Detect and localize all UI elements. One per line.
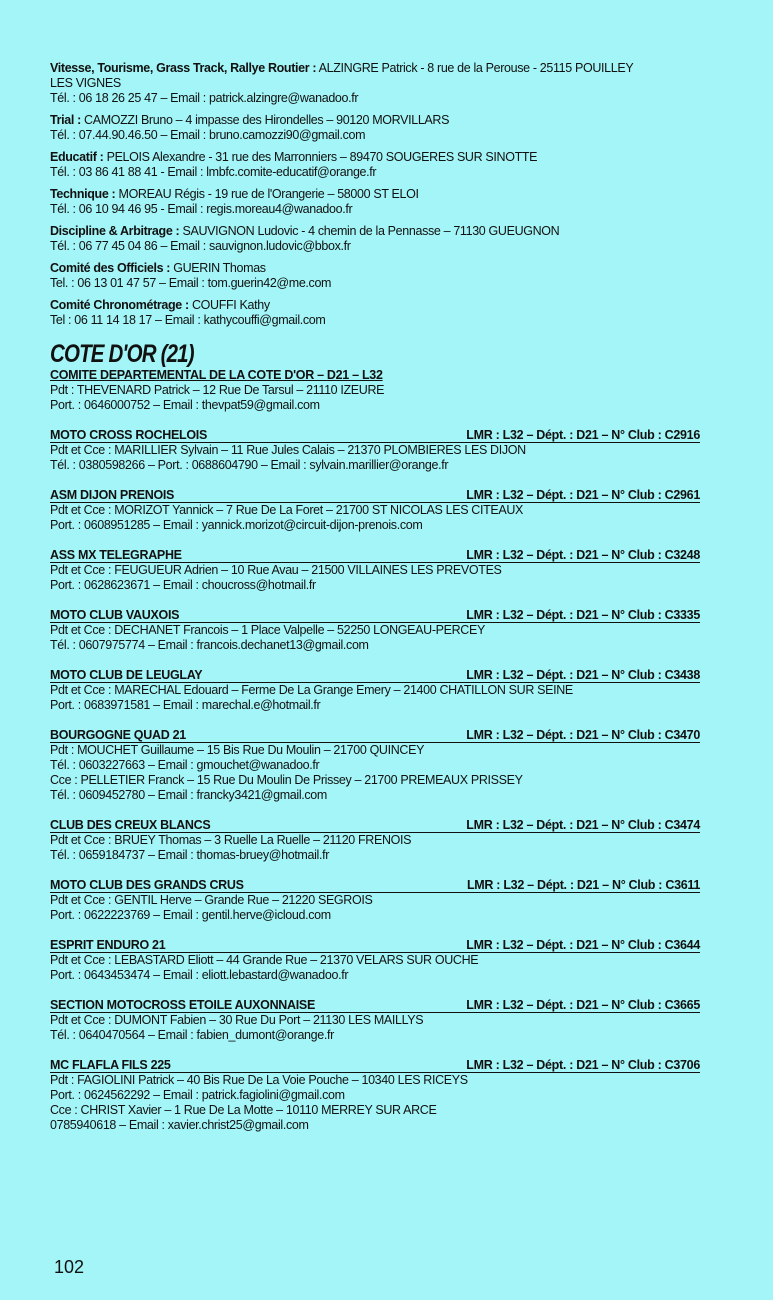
committee-contact: Tél. : 06 10 94 46 95 - Email : regis.moreau4@wanadoo.fr bbox=[50, 202, 353, 216]
content bbox=[50, 61, 700, 1133]
committee-contact: Tél. : 03 86 41 88 41 - Email : lmbfc.comite-educatif@orange.fr bbox=[50, 165, 377, 179]
committee-line bbox=[50, 187, 700, 202]
club-entry bbox=[50, 548, 700, 593]
club-line: 0785940618 – Email : xavier.christ25@gmail.com bbox=[50, 1118, 309, 1132]
club-header bbox=[50, 1058, 700, 1073]
club-line: Pdt et Cce : MARILLIER Sylvain – 11 Rue Jules Calais – 21370 PLOMBIERES LES DIJON bbox=[50, 443, 526, 457]
club-list bbox=[50, 428, 700, 1133]
committee-list bbox=[50, 61, 700, 328]
club-entry bbox=[50, 428, 700, 473]
committee-contact: Tél. : 06 77 45 04 86 – Email : sauvignon.ludovic@bbox.fr bbox=[50, 239, 351, 253]
club-line: Pdt et Cce : DUMONT Fabien – 30 Rue Du Port – 21130 LES MAILLYS bbox=[50, 1013, 424, 1027]
committee-person: GUERIN Thomas bbox=[173, 261, 266, 275]
page-number: 102 bbox=[54, 1257, 85, 1277]
club-name: MOTO CLUB DES GRANDS CRUS bbox=[50, 878, 244, 892]
committee-role: Vitesse, Tourisme, Grass Track, Rallye Routier : bbox=[50, 61, 317, 75]
committee-contact: Tél. : 07.44.90.46.50 – Email : bruno.camozzi90@gmail.com bbox=[50, 128, 366, 142]
club-entry bbox=[50, 668, 700, 713]
club-name: CLUB DES CREUX BLANCS bbox=[50, 818, 211, 832]
club-entry bbox=[50, 938, 700, 983]
committee-line-cont: LES VIGNES bbox=[50, 76, 121, 90]
club-header bbox=[50, 998, 700, 1013]
club-code: LMR : L32 – Dépt. : D21 – N° Club : C3335 bbox=[466, 608, 700, 622]
committee-entry bbox=[50, 261, 700, 291]
committee-entry bbox=[50, 224, 700, 254]
club-name: ASS MX TELEGRAPHE bbox=[50, 548, 182, 562]
club-line: Pdt et Cce : LEBASTARD Eliott – 44 Grande Rue – 21370 VELARS SUR OUCHE bbox=[50, 953, 479, 967]
club-header bbox=[50, 728, 700, 743]
club-header bbox=[50, 818, 700, 833]
club-code: LMR : L32 – Dépt. : D21 – N° Club : C3644 bbox=[466, 938, 700, 952]
committee-line bbox=[50, 298, 700, 313]
club-line: Port. : 0622223769 – Email : gentil.herve@icloud.com bbox=[50, 908, 331, 922]
club-line: Pdt et Cce : MORIZOT Yannick – 7 Rue De La Foret – 21700 ST NICOLAS LES CITEAUX bbox=[50, 503, 524, 517]
committee-person: CAMOZZI Bruno – 4 impasse des Hirondelles – 90120 MORVILLARS bbox=[84, 113, 450, 127]
club-entry bbox=[50, 998, 700, 1043]
club-name: MOTO CLUB VAUXOIS bbox=[50, 608, 180, 622]
club-line: Pdt et Cce : FEUGUEUR Adrien – 10 Rue Avau – 21500 VILLAINES LES PREVOTES bbox=[50, 563, 502, 577]
department-contact: Port. : 0646000752 – Email : thevpat59@gmail.com bbox=[50, 398, 320, 412]
club-code: LMR : L32 – Dépt. : D21 – N° Club : C3470 bbox=[466, 728, 700, 742]
committee-contact: Tél. : 06 18 26 25 47 – Email : patrick.alzingre@wanadoo.fr bbox=[50, 91, 359, 105]
committee-person: COUFFI Kathy bbox=[191, 298, 270, 312]
club-name: MOTO CLUB DE LEUGLAY bbox=[50, 668, 203, 682]
club-line: Tél. : 0603227663 – Email : gmouchet@wanadoo.fr bbox=[50, 758, 320, 772]
club-code: LMR : L32 – Dépt. : D21 – N° Club : C3611 bbox=[466, 878, 700, 892]
committee-role: Comité Chronométrage : bbox=[50, 298, 189, 312]
committee-contact: Tel : 06 11 14 18 17 – Email : kathycouffi@gmail.com bbox=[50, 313, 326, 327]
club-line: Pdt et Cce : GENTIL Herve – Grande Rue – 21220 SEGROIS bbox=[50, 893, 373, 907]
committee-line bbox=[50, 261, 700, 276]
department-president: Pdt : THEVENARD Patrick – 12 Rue De Tarsul – 21110 IZEURE bbox=[50, 383, 385, 397]
committee-person: MOREAU Régis - 19 rue de l'Orangerie – 58000 ST ELOI bbox=[118, 187, 419, 201]
committee-role: Educatif : bbox=[50, 150, 104, 164]
committee-role: Comité des Officiels : bbox=[50, 261, 171, 275]
committee-role: Trial : bbox=[50, 113, 81, 127]
committee-entry bbox=[50, 187, 700, 217]
club-header bbox=[50, 488, 700, 503]
club-header bbox=[50, 608, 700, 623]
club-header bbox=[50, 428, 700, 443]
club-code: LMR : L32 – Dépt. : D21 – N° Club : C3474 bbox=[466, 818, 700, 832]
committee-contact: Tel. : 06 13 01 47 57 – Email : tom.guerin42@me.com bbox=[50, 276, 332, 290]
club-line: Pdt : FAGIOLINI Patrick – 40 Bis Rue De La Voie Pouche – 10340 LES RICEYS bbox=[50, 1073, 468, 1087]
club-line: Cce : CHRIST Xavier – 1 Rue De La Motte – 10110 MERREY SUR ARCE bbox=[50, 1103, 437, 1117]
club-code: LMR : L32 – Dépt. : D21 – N° Club : C3438 bbox=[466, 668, 700, 682]
club-header bbox=[50, 878, 700, 893]
club-line: Cce : PELLETIER Franck – 15 Rue Du Moulin De Prissey – 21700 PREMEAUX PRISSEY bbox=[50, 773, 523, 787]
club-header bbox=[50, 548, 700, 563]
club-entry bbox=[50, 1058, 700, 1133]
club-line: Pdt et Cce : BRUEY Thomas – 3 Ruelle La Ruelle – 21120 FRENOIS bbox=[50, 833, 412, 847]
club-entry bbox=[50, 728, 700, 803]
club-code: LMR : L32 – Dépt. : D21 – N° Club : C3706 bbox=[466, 1058, 700, 1072]
club-line: Port. : 0624562292 – Email : patrick.fagiolini@gmail.com bbox=[50, 1088, 345, 1102]
section-title: COTE D'OR (21) bbox=[50, 340, 194, 368]
committee-entry bbox=[50, 150, 700, 180]
club-line: Tél. : 0659184737 – Email : thomas-bruey@hotmail.fr bbox=[50, 848, 330, 862]
club-entry bbox=[50, 488, 700, 533]
committee-person: ALZINGRE Patrick - 8 rue de la Perouse - 25115 POUILLEY bbox=[318, 61, 634, 75]
committee-line bbox=[50, 61, 700, 76]
committee-role: Discipline & Arbitrage : bbox=[50, 224, 180, 238]
committee-line bbox=[50, 150, 700, 165]
club-name: ESPRIT ENDURO 21 bbox=[50, 938, 166, 952]
club-code: LMR : L32 – Dépt. : D21 – N° Club : C2916 bbox=[466, 428, 700, 442]
committee-role: Technique : bbox=[50, 187, 116, 201]
committee-entry bbox=[50, 298, 700, 328]
club-line: Tél. : 0380598266 – Port. : 0688604790 – Email : sylvain.marillier@orange.fr bbox=[50, 458, 449, 472]
committee-person: PELOIS Alexandre - 31 rue des Marronniers – 89470 SOUGERES SUR SINOTTE bbox=[106, 150, 538, 164]
committee-person: SAUVIGNON Ludovic - 4 chemin de la Pennasse – 71130 GUEUGNON bbox=[182, 224, 560, 238]
department-heading: COMITE DEPARTEMENTAL DE LA COTE D'OR – D21 – L32 bbox=[50, 368, 383, 382]
club-line: Pdt : MOUCHET Guillaume – 15 Bis Rue Du Moulin – 21700 QUINCEY bbox=[50, 743, 425, 757]
committee-line bbox=[50, 224, 700, 239]
club-line: Port. : 0643453474 – Email : eliott.lebastard@wanadoo.fr bbox=[50, 968, 349, 982]
club-line: Port. : 0628623671 – Email : choucross@hotmail.fr bbox=[50, 578, 316, 592]
club-name: BOURGOGNE QUAD 21 bbox=[50, 728, 186, 742]
club-header bbox=[50, 668, 700, 683]
club-line: Tél. : 0609452780 – Email : francky3421@gmail.com bbox=[50, 788, 327, 802]
committee-line bbox=[50, 113, 700, 128]
club-line: Tél. : 0607975774 – Email : francois.dechanet13@gmail.com bbox=[50, 638, 369, 652]
club-name: SECTION MOTOCROSS ETOILE AUXONNAISE bbox=[50, 998, 315, 1012]
club-code: LMR : L32 – Dépt. : D21 – N° Club : C2961 bbox=[466, 488, 700, 502]
club-entry bbox=[50, 818, 700, 863]
club-name: MC FLAFLA FILS 225 bbox=[50, 1058, 171, 1072]
club-name: ASM DIJON PRENOIS bbox=[50, 488, 175, 502]
club-line: Port. : 0683971581 – Email : marechal.e@hotmail.fr bbox=[50, 698, 321, 712]
committee-entry bbox=[50, 113, 700, 143]
club-line: Pdt et Cce : DECHANET Francois – 1 Place Valpelle – 52250 LONGEAU-PERCEY bbox=[50, 623, 485, 637]
club-code: LMR : L32 – Dépt. : D21 – N° Club : C3665 bbox=[466, 998, 700, 1012]
club-line: Tél. : 0640470564 – Email : fabien_dumont@orange.fr bbox=[50, 1028, 334, 1042]
club-line: Port. : 0608951285 – Email : yannick.morizot@circuit-dijon-prenois.com bbox=[50, 518, 423, 532]
committee-entry bbox=[50, 61, 700, 106]
club-entry bbox=[50, 608, 700, 653]
club-name: MOTO CROSS ROCHELOIS bbox=[50, 428, 207, 442]
club-line: Pdt et Cce : MARECHAL Edouard – Ferme De La Grange Emery – 21400 CHATILLON SUR SEINE bbox=[50, 683, 573, 697]
club-code: LMR : L32 – Dépt. : D21 – N° Club : C3248 bbox=[466, 548, 700, 562]
club-header bbox=[50, 938, 700, 953]
club-entry bbox=[50, 878, 700, 923]
